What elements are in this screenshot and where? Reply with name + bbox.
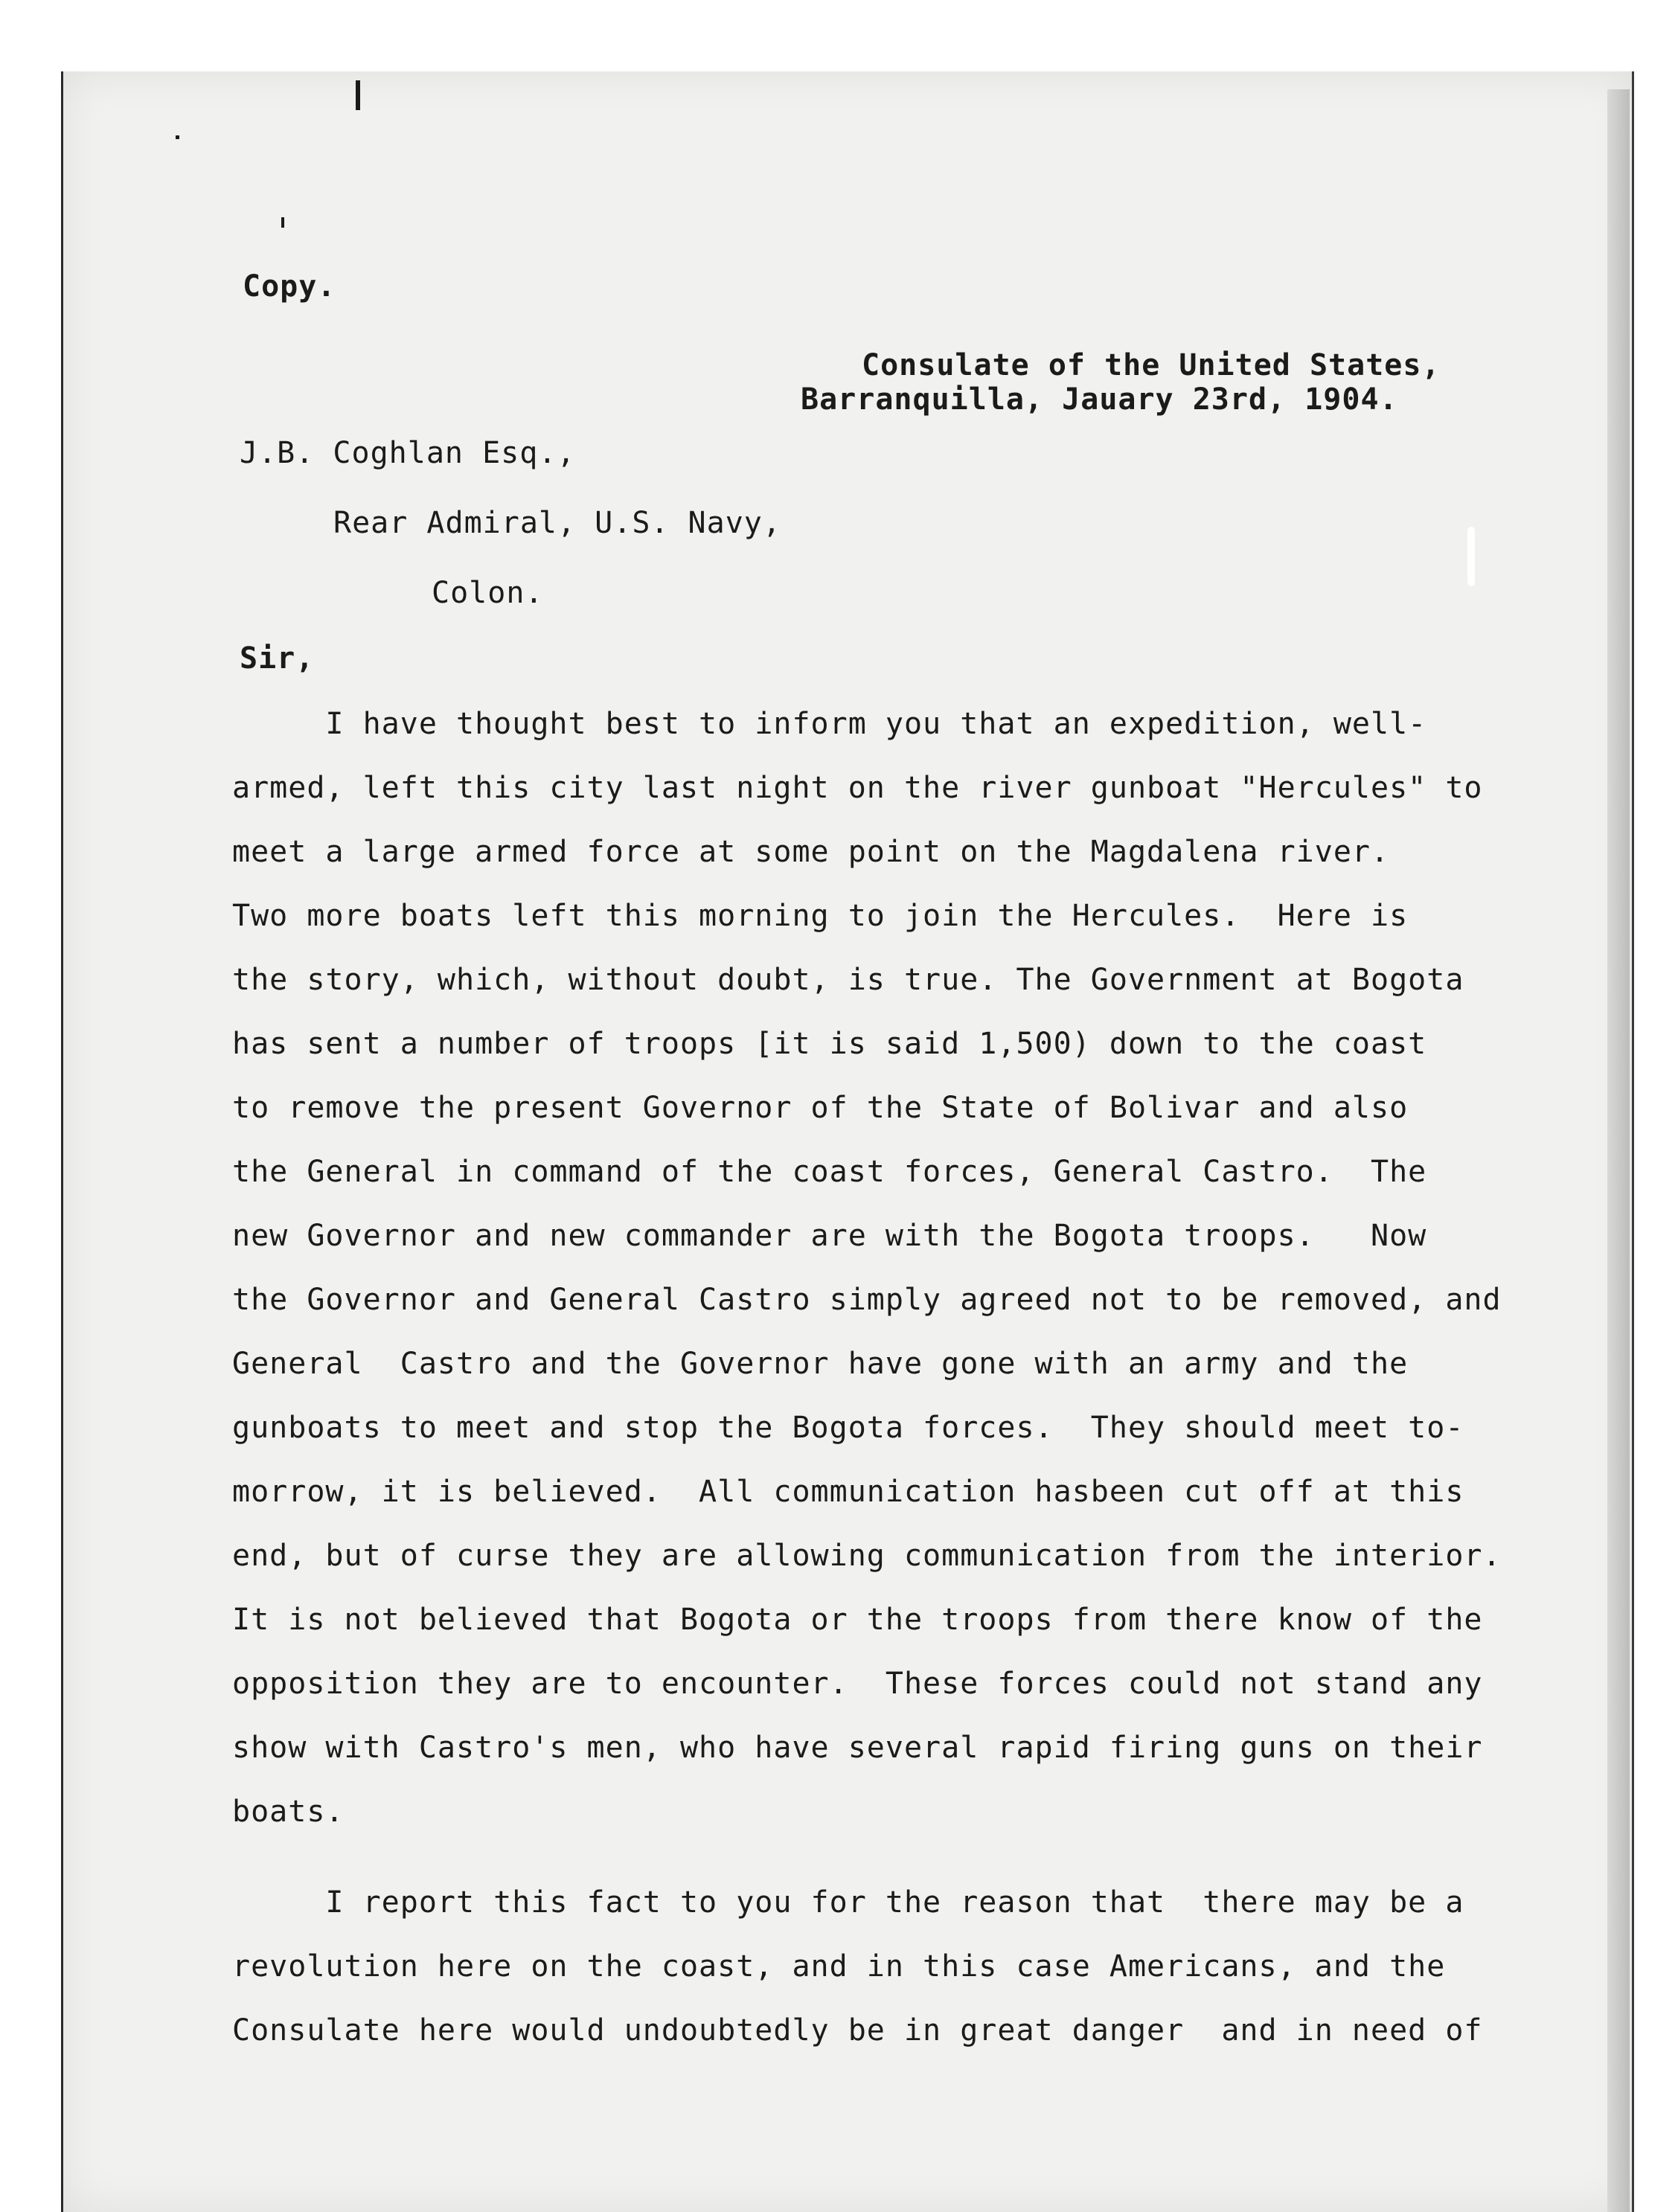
addressee-line-2: Rear Admiral, U.S. Navy, xyxy=(333,506,781,540)
body-line: morrow, it is believed. All communication hasbeen cut off at this xyxy=(232,1475,1464,1509)
body-line: gunboats to meet and stop the Bogota forces. They should meet to- xyxy=(232,1411,1464,1445)
body-line: to remove the present Governor of the State of Bolivar and also xyxy=(232,1091,1409,1125)
body-line: end, but of curse they are allowing communication from the interior. xyxy=(232,1539,1502,1573)
addressee-line-1: J.B. Coghlan Esq., xyxy=(240,436,576,470)
body-line: I have thought best to inform you that an expedition, well- xyxy=(232,707,1427,741)
body-line: has sent a number of troops [it is said 1,500) down to the coast xyxy=(232,1027,1427,1061)
salutation: Sir, xyxy=(240,641,315,676)
letterhead-line-2: Barranquilla, Jauary 23rd, 1904. xyxy=(801,382,1398,417)
body-line: General Castro and the Governor have gone with an army and the xyxy=(232,1347,1409,1381)
body-line: Two more boats left this morning to join the Hercules. Here is xyxy=(232,899,1409,933)
body-line: It is not believed that Bogota or the troops from there know of the xyxy=(232,1603,1483,1637)
body-line: armed, left this city last night on the river gunboat "Hercules" to xyxy=(232,771,1483,805)
ink-mark xyxy=(176,135,179,139)
body-line: the story, which, without doubt, is true. The Government at Bogota xyxy=(232,963,1464,997)
body-line: show with Castro's men, who have several rapid firing guns on their xyxy=(232,1731,1483,1765)
body-line: meet a large armed force at some point on the Magdalena river. xyxy=(232,835,1390,869)
addressee-line-3: Colon. xyxy=(432,576,544,610)
ink-mark xyxy=(1467,527,1475,586)
ink-mark xyxy=(281,217,284,228)
body-line: new Governor and new commander are with the Bogota troops. Now xyxy=(232,1219,1427,1253)
paper-edge xyxy=(1607,89,1630,2212)
body-line: revolution here on the coast, and in this case Americans, and the xyxy=(232,1949,1446,1984)
letterhead-line-1: Consulate of the United States, xyxy=(862,348,1441,382)
body-line: I report this fact to you for the reason that there may be a xyxy=(232,1885,1464,1920)
ink-mark xyxy=(356,80,360,110)
body-line: the General in command of the coast forces, General Castro. The xyxy=(232,1155,1427,1189)
body-line: opposition they are to encounter. These forces could not stand any xyxy=(232,1667,1483,1701)
body-line: the Governor and General Castro simply agreed not to be removed, and xyxy=(232,1283,1502,1317)
body-line: Consulate here would undoubtedly be in great danger and in need of xyxy=(232,2013,1483,2048)
body-line: boats. xyxy=(232,1795,345,1829)
copy-label: Copy. xyxy=(243,269,336,304)
